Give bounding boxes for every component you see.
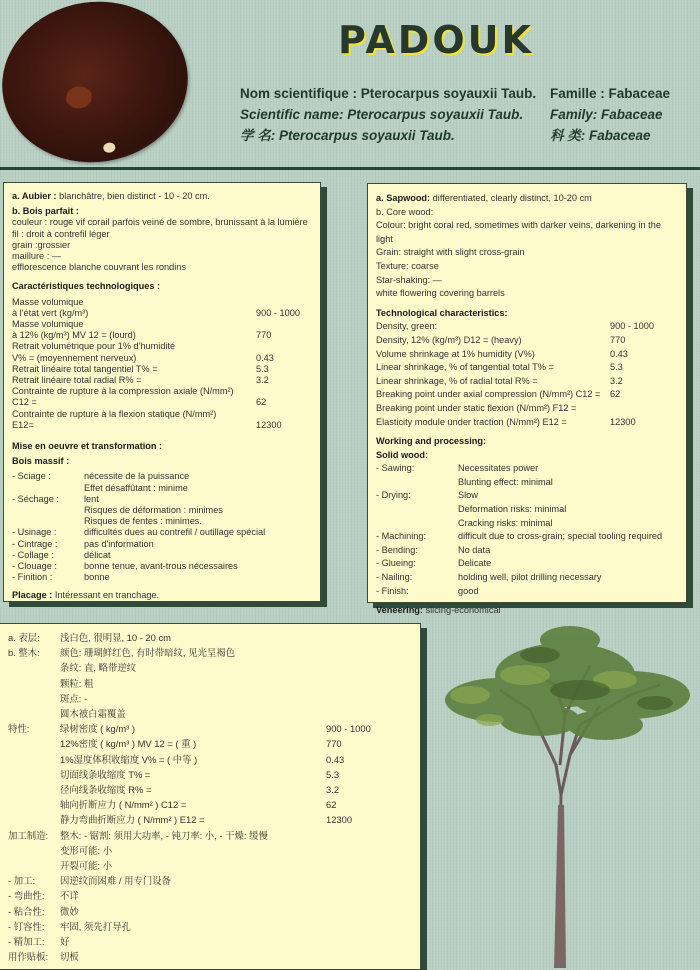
french-panel [3,182,321,602]
page-title: PADOUK [338,18,534,62]
sapwood-label: a. Sapwood: [376,193,431,203]
massif-title: Bois massif : [12,456,70,467]
family-en: Family: Fabaceae [550,107,663,122]
tech-row [12,341,314,363]
work-value: Risques de fentes : minimes. [84,516,202,527]
veneer-text: slicing-economical [422,605,501,616]
tech-value: 770 [326,738,342,750]
placage-line [12,590,314,601]
zh-key: - 粘合性: [8,905,45,917]
aubier-line [12,191,314,202]
tech-row [12,386,314,408]
wood-cross-section-image [0,0,198,174]
tree-trunk [554,805,566,968]
work-key: - Cintrage : [12,538,58,549]
tech-value: 3.2 [610,375,623,386]
wood-knot [65,85,94,110]
work-row [376,585,680,599]
tech-row [376,334,680,348]
zh-value: 斑点: - [60,692,88,704]
names-row-en [240,104,670,125]
tech-row [12,297,314,319]
tech-key: Retrait volumétrique pour 1% d'humidité [12,341,176,352]
tech-title-fr: Caractéristiques technologiques : [12,281,161,292]
work-title-en: Working and processing: [376,436,487,447]
work-value: good [458,585,479,596]
tech-value: 12300 [256,419,282,430]
names-row-fr [240,83,670,104]
tech-value: 0.43 [256,352,274,363]
zh-row [8,873,414,888]
tech-value: 770 [610,334,626,345]
zh-key: - 弯曲性: [8,890,45,902]
english-panel [367,183,687,616]
work-key: - Machining: [376,531,427,542]
bois-line: fil : droit à contrefil léger [12,228,110,239]
tech-key: Linear shrinkage, % of radial total R% = [376,375,538,386]
tech-value: 3.2 [256,375,269,386]
core-line: Colour: bright coral red, sometimes with darker veins, darkening in the light [376,220,661,244]
zh-row [8,630,414,645]
zh-key: b. 整木: [8,647,40,659]
zh-key: 用作贴板: [8,951,49,963]
work-value: holding well, pilot drilling necessary [458,572,602,583]
work-value: Blunting effect: minimal [458,476,553,487]
work-key: - Finition : [12,572,53,583]
zh-value: 牢固, 须先打导孔 [60,920,131,932]
zh-key: - 加工: [8,875,36,887]
zh-work-block [8,828,414,874]
work-row [12,572,314,583]
zh-tech-row [60,782,414,797]
zh-tech-row [60,812,414,827]
tech-row [376,348,680,362]
tech-key: 静力弯曲折断应力 ( N/mm² ) E12 = [60,814,205,826]
work-row [12,550,314,561]
tech-row [376,416,680,430]
work-row [376,571,680,585]
zh-row [8,691,414,706]
tech-key: V% = (moyennement nerveux) [12,352,137,363]
zh-key [8,660,60,675]
work-value: No data [458,544,491,555]
tech-value: 5.3 [326,768,340,780]
zh-value: 条纹: 直, 略带逆纹 [60,662,137,674]
zh-value: 颜色: 珊瑚鲜红色, 有时带暗纹, 见光呈褐色 [60,647,236,659]
tech-value: 62 [326,799,337,811]
family-zh: 科 类: Fabaceae [550,128,651,143]
tech-key: Masse volumique [12,296,84,307]
core-line: Grain: straight with slight cross-grain [376,247,525,258]
header-divider [0,167,700,170]
tech-key: Contrainte de rupture à la compression axiale (N/mm²) [12,386,234,397]
zh-value: 因逆纹而困难 / 用专门设备 [60,875,171,887]
zh-key: - 精加工: [8,936,45,948]
work-key: - Sciage : [12,471,51,482]
tech-key: Density, green: [376,321,438,332]
work-value: difficultés dues au contrefil / outillage spécial [84,527,266,538]
zh-work-label: 加工制造: [8,829,49,841]
bois-line: maillure : — [12,251,62,262]
tech-value: 12300 [610,416,636,427]
work-row [376,489,680,530]
tech-key: 轴向折断应力 ( N/mm² ) C12 = [60,799,187,811]
tech-key: C12 = [12,397,37,408]
names-row-zh [240,125,670,146]
work-value: bonne tenue, avant-trous nécessaires [84,561,238,572]
work-value: difficult due to cross-grain; special tooling required [458,531,663,542]
zh-row [8,904,414,919]
tech-key: à 12% (kg/m³) MV 12 = (lourd) [12,330,136,341]
tech-value: 0.43 [610,348,628,359]
bois-line: grain :grossier [12,239,71,250]
core-line: b. Core wood: [376,206,434,217]
work-key: - Collage : [12,549,54,560]
padouk-tree-illustration [430,615,700,968]
work-value: nécessite de la puissance [84,471,190,482]
work-row [12,471,314,493]
family-fr: Famille : Fabaceae [550,86,671,101]
zh-tech-row [60,721,414,736]
work-row [376,544,680,558]
chinese-panel [0,623,421,970]
work-row [376,530,680,544]
tech-value: 900 - 1000 [256,307,300,318]
work-value: Necessitates power [458,463,539,474]
tech-key: Density, 12% (kg/m³) D12 = (heavy) [376,334,522,345]
work-key: - Nailing: [376,572,413,583]
zh-value: 浅白色, 很明显, 10 - 20 cm [60,632,171,643]
zh-tech-label: 特性: [8,723,30,735]
work-value: Effet désaffûtant : minime [84,482,188,493]
work-key: - Bending: [376,544,418,555]
zh-tech-row [60,736,414,751]
zh-key [8,706,60,721]
aubier-label: a. Aubier : [12,191,57,201]
tech-key: E12= [12,419,34,430]
tech-value: 5.3 [610,362,623,373]
zh-tech-row [60,797,414,812]
veneer-label: Veneering: [376,605,423,616]
tech-value: 12300 [326,814,353,826]
tech-row [376,320,680,334]
tech-key: à l'état vert (kg/m³) [12,307,89,318]
core-line: Star-shaking: — [376,274,442,285]
aubier-text: blanchâtre, bien distinct - 10 - 20 cm. [56,191,210,201]
work-key: - Séchage : [12,493,59,504]
tech-title-en: Technological characteristics: [376,307,508,318]
tech-row [12,409,314,431]
zh-row [8,706,414,721]
tech-row [376,361,680,375]
work-key: - Drying: [376,490,411,501]
tech-key: Masse volumique [12,319,84,330]
work-row [376,462,680,489]
zh-row [8,919,414,934]
work-value: pas d'information [84,538,154,549]
bois-parfait-label: b. Bois parfait : [12,206,79,217]
zh-value: 圆木被白霜覆盖 [60,708,126,720]
placage-text: Intéressant en tranchage. [52,589,160,600]
tech-value [610,402,680,416]
scientific-name-zh: 学 名: Pterocarpus soyauxii Taub. [240,128,455,143]
core-line: white flowering covering barrels [376,288,505,299]
zh-value: 不详 [60,890,79,902]
zh-row [8,645,414,660]
tech-key: Contrainte de rupture à la flexion statique (N/mm²) [12,408,217,419]
zh-work-line: 整木: - 锯割: 须用大功率, - 钝刀率: 小, - 干燥: 缓慢 [60,829,268,841]
scientific-name-fr: Nom scientifique : Pterocarpus soyauxii Taub. [240,86,537,101]
work-key: - Finish: [376,585,409,596]
zh-row [8,949,414,964]
tech-value: 3.2 [326,784,340,796]
zh-work-line: 变形可能: 小 [60,844,113,856]
tech-key: Linear shrinkage, % of tangential total T% = [376,362,554,373]
tech-row [12,375,314,386]
zh-row [8,934,414,949]
tech-key: Elasticity module under traction (N/mm²) E12 = [376,416,567,427]
tech-row [376,375,680,389]
solid-title: Solid wood: [376,449,429,460]
work-title-fr: Mise en oeuvre et transformation : [12,441,163,452]
core-line: Texture: coarse [376,260,439,271]
tech-value: 62 [256,397,267,408]
zh-value: 好 [60,936,70,948]
work-value: Risques de déformation : minimes [84,505,223,516]
tech-value: 62 [610,389,621,400]
zh-key [8,691,60,706]
work-key: - Usinage : [12,527,57,538]
tech-row [12,364,314,375]
tech-key: Breaking point under axial compression (N/mm²) C12 = [376,389,601,400]
tech-key: Retrait linéaire total radial R% = [12,375,142,386]
zh-key: - 钉容性: [8,920,45,932]
scientific-names [240,83,670,146]
zh-value: 切板 [60,951,79,963]
tech-value: 0.43 [326,753,345,765]
scientific-name-en: Scientific name: Pterocarpus soyauxii Taub. [240,107,524,122]
tech-key: 1%湿度体积收缩度 V% = ( 中等 ) [60,753,198,765]
tech-row [12,319,314,341]
work-key: - Sawing: [376,463,415,474]
tech-value: 900 - 1000 [326,723,371,735]
tech-row [376,388,680,402]
work-key: - Glueing: [376,558,416,569]
wood-tag-pin [103,142,116,154]
bois-line: couleur : rouge vif corail parfois veiné de sombre, brunissant à la lumière [12,217,308,228]
zh-key: a. 表层: [8,632,40,643]
work-value: Cracking risks: minimal [458,517,553,528]
tech-value: 5.3 [256,363,269,374]
zh-value: 微妙 [60,905,79,917]
work-value: Slow [458,490,478,501]
tech-value: 770 [256,330,272,341]
work-value: lent [84,493,99,504]
sapwood-line [376,192,680,206]
tech-key: 切面线条收缩度 T% = [60,768,151,780]
work-row [12,561,314,572]
work-value: Deformation risks: minimal [458,504,567,515]
tech-key: 绿树密度 ( kg/m³ ) [60,723,135,735]
zh-tech-block [8,721,414,827]
tech-key: Volume shrinkage at 1% humidity (V%) [376,348,535,359]
sapwood-text: differentiated, clearly distinct, 10-20 cm [430,193,592,203]
zh-row [8,660,414,675]
zh-row [8,676,414,691]
tech-key: 径向线条收缩度 R% = [60,784,152,796]
tech-key: 12%密度 ( kg/m³ ) MV 12 = ( 重 ) [60,738,197,750]
work-row [12,494,314,528]
bois-line: efflorescence blanche couvrant les rondins [12,262,186,273]
zh-value: 颗粒: 粗 [60,677,94,689]
work-value: Delicate [458,558,492,569]
tech-row [376,402,680,416]
zh-row [8,888,414,903]
tech-key: Retrait linéaire total tangentiel T% = [12,363,158,374]
work-value: délicat [84,549,111,560]
work-value: bonne [84,572,110,583]
placage-label: Placage : [12,589,53,600]
work-row [12,539,314,550]
zh-tech-row [60,767,414,782]
zh-key [8,676,60,691]
tech-key: Breaking point under static flexion (N/mm²) F12 = [376,402,577,413]
zh-work-line: 开裂可能: 小 [60,860,113,872]
work-row [376,557,680,571]
tech-value: 900 - 1000 [610,321,654,332]
work-key: - Clouage : [12,561,57,572]
zh-tech-row [60,752,414,767]
work-row [12,527,314,538]
